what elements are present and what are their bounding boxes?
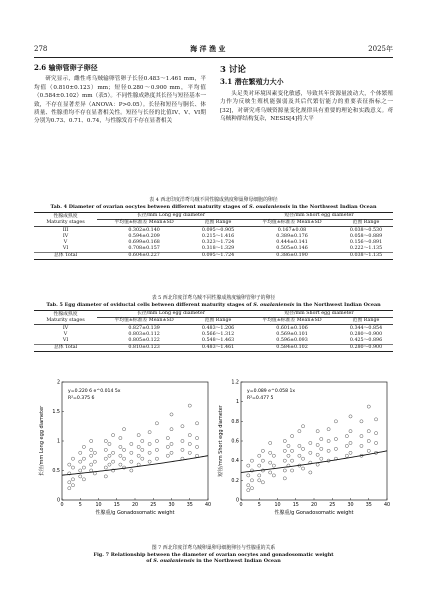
y-tick-label: 0.4	[231, 459, 239, 465]
data-point	[188, 451, 191, 454]
table5-cell-l-range: 0.566～1.312	[201, 331, 235, 337]
data-point	[181, 448, 184, 451]
data-point	[261, 449, 264, 452]
data-point	[112, 451, 115, 454]
data-point	[82, 445, 85, 448]
figure7-species: S. oualaniensis	[153, 558, 195, 565]
data-point	[247, 489, 250, 492]
table5-species: S. oualaniensis	[253, 301, 295, 308]
data-point	[291, 469, 294, 472]
data-point	[79, 451, 82, 454]
table4-caption	[34, 197, 393, 210]
data-point	[374, 418, 377, 421]
r-squared-label: R²=0.375 6	[68, 396, 95, 401]
table4-cell-l-range: 0.318～1.329	[201, 246, 235, 252]
data-point	[71, 484, 74, 487]
table5-mean-header: 平均值±标准差 Mean±SD	[245, 318, 339, 325]
data-point	[349, 451, 352, 454]
data-point	[137, 454, 140, 457]
table5-row	[34, 325, 393, 332]
table4-row	[34, 253, 393, 260]
data-point	[316, 430, 319, 433]
data-point	[272, 464, 275, 467]
data-point	[137, 445, 140, 448]
table5-cell-s-range: 0.280～0.900	[349, 345, 383, 351]
data-point	[334, 437, 337, 440]
x-tick-label: 20	[310, 503, 318, 508]
data-point	[283, 477, 286, 480]
data-point	[334, 420, 337, 423]
table5-range-header: 范围 Range	[339, 318, 393, 325]
data-point	[108, 463, 111, 466]
figure7-caption-en2: of S. oualaniensis in the Northwest Indian Ocean	[146, 558, 281, 565]
data-point	[272, 474, 275, 477]
data-point	[258, 479, 261, 482]
table4-range-header: 范围 Range	[191, 220, 245, 227]
data-point	[181, 425, 184, 428]
table5	[34, 310, 393, 352]
journal-name: 海 洋 渔 业	[190, 44, 226, 53]
data-point	[301, 447, 304, 450]
table4-caption-en: Tab. 4 Diameter of ovarian oocytes between different maturity stages of S. oualaniensis in the Northwest Indian Ocean	[50, 203, 377, 210]
data-point	[298, 454, 301, 457]
x-tick-label: 30	[168, 503, 175, 508]
table5-row	[34, 338, 393, 345]
data-point	[360, 420, 363, 423]
data-point	[258, 454, 261, 457]
data-point	[104, 466, 107, 469]
data-point	[320, 457, 323, 460]
table4-cell-l-mean: 0.604±0.227	[128, 253, 160, 259]
data-point	[148, 460, 151, 463]
x-tick-label: 10	[274, 503, 281, 508]
table4-cell-s-mean: 0.167±0.08	[277, 227, 307, 233]
data-point	[90, 439, 93, 442]
data-point	[71, 457, 74, 460]
data-point	[291, 459, 294, 462]
data-point	[155, 457, 158, 460]
table4-cell-l-mean: 0.699±0.168	[128, 240, 160, 246]
table4-row	[34, 246, 393, 253]
data-point	[93, 472, 96, 475]
table5-cell-stage: V	[63, 331, 68, 337]
table4-cell-stage: VI	[62, 246, 69, 252]
table4-cell-s-range: 0.058～0.889	[349, 233, 383, 239]
body-paragraph-left: 研究显示，雌性鸢乌贼输卵管卵子长径0.483～1.461 mm，平均值（0.810±0.123）mm；短径0.280～0.900 mm，平均值（0.584±0.102）mm（表5）。不同性腺成熟度其长径与短径基本一致，不存在显著差异（ANOVA：P>0.05）。长径和短径与胴长、体质量、性腺重均不存在显著相关性。短径与长径的比值IV、V、VI期分别为0.73、0.71、0.74，与性腺发育不存在显著相关	[34, 76, 206, 125]
table5-row	[34, 344, 393, 351]
data-point	[93, 460, 96, 463]
data-point	[334, 447, 337, 450]
data-point	[287, 454, 290, 457]
table5-range-header: 范围 Range	[191, 318, 245, 325]
data-point	[148, 451, 151, 454]
data-point	[82, 466, 85, 469]
data-point	[90, 448, 93, 451]
x-axis-label: 性腺重/g Gonadosomatic weight	[95, 510, 175, 516]
x-tick-label: 0	[60, 503, 64, 508]
y-tick-label: 1.2	[231, 380, 239, 386]
data-point	[155, 439, 158, 442]
table4-range-header: 范围 Range	[339, 220, 393, 227]
x-tick-label: 15	[292, 503, 299, 508]
y-tick-label: 2	[56, 380, 60, 386]
y-tick-label: 0	[235, 498, 239, 504]
data-point	[374, 432, 377, 435]
table4-cell-s-range: 0.156～0.891	[349, 240, 383, 246]
data-point	[170, 451, 173, 454]
data-point	[269, 471, 272, 474]
data-point	[316, 443, 319, 446]
data-point	[367, 449, 370, 452]
table5-cell-stage: VI	[62, 338, 69, 344]
data-point	[141, 439, 144, 442]
section-heading-2-6: 2.6 输卵管卵子卵径	[34, 63, 98, 72]
table4-cell-s-mean: 0.505±0.146	[276, 246, 308, 252]
data-point	[269, 441, 272, 444]
table5-long-header: 长径/mm Long egg diameter	[97, 311, 245, 318]
table4-cell-stage: V	[63, 240, 68, 246]
table5-caption-en: Tab. 5 Egg diameter of oviductal cells between different maturity stages of S. oualaniensis in the Northwest Indian Ocean	[46, 301, 381, 308]
data-point	[258, 464, 261, 467]
data-point	[349, 430, 352, 433]
data-point	[320, 437, 323, 440]
table4-cell-l-range: 0.095～0.905	[201, 227, 235, 233]
data-point	[327, 439, 330, 442]
table5-cell-s-range: 0.280～0.900	[349, 331, 383, 337]
table4-cell-l-mean: 0.594±0.209	[128, 233, 160, 239]
x-tick-label: 30	[347, 503, 354, 508]
data-point	[104, 475, 107, 478]
table4-cell-l-mean: 0.302±0.140	[128, 227, 160, 233]
table5-cell-s-mean: 0.601±0.106	[276, 325, 308, 331]
data-point	[170, 428, 173, 431]
figure7-caption	[34, 545, 393, 565]
table5-cell-l-mean: 0.805±0.122	[128, 338, 160, 344]
scatter-chart-long	[34, 376, 214, 536]
table5-cell-s-range: 0.425～0.896	[349, 338, 383, 344]
table4-cell-l-mean: 0.708±0.157	[128, 246, 160, 252]
figure7-caption-en1: Fig. 7 Relationship between the diameter of ovarian oocytes and gonadosomatic weight	[93, 551, 334, 558]
table5-stage-header: 性腺成熟度 Maturity stages	[34, 311, 97, 325]
data-point	[316, 453, 319, 456]
table4-cell-s-mean: 0.444±0.141	[276, 240, 308, 246]
data-point	[104, 439, 107, 442]
table5-mean-header: 平均值±标准差 Mean±SD	[97, 318, 191, 325]
data-point	[291, 434, 294, 437]
table4-cell-s-range: 0.222～1.135	[349, 246, 383, 252]
table5-cell-s-mean: 0.596±0.093	[276, 338, 308, 344]
data-point	[349, 441, 352, 444]
data-point	[345, 454, 348, 457]
data-point	[170, 442, 173, 445]
data-point	[345, 434, 348, 437]
data-point	[283, 449, 286, 452]
data-point	[71, 466, 74, 469]
data-point	[141, 457, 144, 460]
table5-caption	[34, 295, 393, 308]
data-point	[301, 457, 304, 460]
data-point	[258, 474, 261, 477]
data-point	[367, 439, 370, 442]
data-point	[137, 463, 140, 466]
data-point	[269, 461, 272, 464]
running-header	[34, 42, 393, 56]
data-point	[148, 431, 151, 434]
data-point	[166, 436, 169, 439]
data-point	[166, 445, 169, 448]
y-tick-label: 1.5	[52, 410, 60, 415]
data-point	[195, 422, 198, 425]
data-point	[122, 448, 125, 451]
data-point	[374, 441, 377, 444]
data-point	[188, 442, 191, 445]
data-point	[261, 459, 264, 462]
data-point	[130, 469, 133, 472]
table5-cell-s-range: 0.344～0.854	[349, 325, 383, 331]
data-point	[166, 454, 169, 457]
table5-caption-cn: 表 5 西北印度洋鸢乌贼不同性腺成熟度输卵管卵子的卵径	[151, 295, 276, 301]
data-point	[309, 441, 312, 444]
table5-cell-stage: IV	[62, 325, 69, 331]
data-point	[272, 454, 275, 457]
data-point	[250, 479, 253, 482]
table5-cell-l-mean: 0.803±0.112	[128, 331, 160, 337]
data-point	[188, 404, 191, 407]
data-point	[122, 457, 125, 460]
section-heading-3-1: 3.1 潜在繁殖力大小	[220, 77, 284, 87]
y-tick-label: 0.2	[231, 478, 239, 484]
data-point	[367, 405, 370, 408]
data-point	[247, 474, 250, 477]
x-tick-label: 35	[186, 503, 193, 508]
data-point	[90, 454, 93, 457]
data-point	[79, 475, 82, 478]
table4-short-header: 短径/mm Short egg diameter	[245, 213, 393, 220]
data-point	[119, 463, 122, 466]
data-point	[155, 448, 158, 451]
section-heading-3: 3 讨论	[220, 65, 246, 75]
x-tick-label: 10	[95, 503, 102, 508]
data-point	[309, 471, 312, 474]
data-point	[93, 451, 96, 454]
data-point	[360, 434, 363, 437]
x-tick-label: 35	[365, 503, 372, 508]
data-point	[269, 451, 272, 454]
data-point	[82, 478, 85, 481]
scatter-chart-short	[213, 376, 393, 536]
y-tick-label: 0.6	[231, 439, 239, 445]
page-number: 278	[34, 45, 48, 53]
table4-row	[34, 227, 393, 234]
data-point	[327, 449, 330, 452]
table5-short-header: 短径/mm Short egg diameter	[245, 311, 393, 318]
data-point	[247, 464, 250, 467]
data-point	[130, 460, 133, 463]
x-tick-label: 0	[239, 503, 243, 508]
data-point	[247, 484, 250, 487]
data-point	[112, 434, 115, 437]
x-tick-label: 20	[131, 503, 139, 508]
data-point	[261, 481, 264, 484]
data-point	[195, 454, 198, 457]
y-axis-label: 短径/mm Short egg diameter	[218, 405, 224, 477]
table4-cell-s-range: 0.038～0.530	[349, 227, 383, 233]
data-point	[90, 463, 93, 466]
x-tick-label: 40	[383, 503, 391, 508]
data-point	[287, 444, 290, 447]
data-point	[71, 478, 74, 481]
body-paragraph-right: 头足类对环境因素变化敏感，导致其年资源量波动大，个体繁殖力作为反映生殖机能强弱及其后代繁衍能力的重要表征指标之一[32]，对研究鸢乌贼资源量变化规律具有重要的理论和实践意义。鸢乌贼种群结构复杂，NESIS[4]将大平	[220, 90, 393, 123]
table4-mean-header: 平均值±标准差 Mean±SD	[97, 220, 191, 227]
data-point	[250, 459, 253, 462]
data-point	[104, 457, 107, 460]
y-tick-label: 1	[56, 439, 60, 445]
data-point	[119, 454, 122, 457]
y-axis-label: 长径/mm Long egg diameter	[39, 405, 45, 477]
table5-cell-l-mean: 0.810±0.123	[128, 345, 160, 351]
data-point	[130, 451, 133, 454]
data-point	[119, 445, 122, 448]
table4-cell-s-mean: 0.389±0.176	[276, 233, 308, 239]
data-point	[301, 425, 304, 428]
data-point	[79, 469, 82, 472]
data-point	[119, 436, 122, 439]
data-point	[108, 454, 111, 457]
data-point	[298, 430, 301, 433]
table5-cell-l-range: 0.483～1.461	[201, 345, 235, 351]
figure7-caption-cn: 图 7 西北印度洋鸢乌贼卵巢卵母细胞卵径与性腺重的关系	[151, 545, 276, 551]
x-tick-label: 25	[329, 503, 336, 508]
table4-cell-s-mean: 0.386±0.190	[276, 253, 308, 259]
data-point	[283, 459, 286, 462]
header-rule	[34, 57, 393, 58]
table4-caption-cn: 表 4 西北印度洋鸢乌贼不同性腺成熟度卵巢卵母细胞的卵径	[149, 197, 278, 203]
table4-cell-s-range: 0.038～1.135	[349, 253, 383, 259]
data-point	[137, 434, 140, 437]
data-point	[104, 448, 107, 451]
data-point	[320, 447, 323, 450]
r-squared-label: R²=0.477 5	[247, 396, 274, 401]
data-point	[283, 439, 286, 442]
x-tick-label: 5	[257, 503, 261, 508]
publication-year: 2025年	[368, 45, 393, 53]
data-point	[360, 444, 363, 447]
table4-long-header: 长径/mm Long egg diameter	[97, 213, 245, 220]
data-point	[79, 460, 82, 463]
table4-cell-stage: III	[62, 227, 69, 233]
data-point	[316, 463, 319, 466]
table5-cell-stage: 总体 Total	[53, 345, 78, 351]
data-point	[181, 439, 184, 442]
data-point	[130, 442, 133, 445]
table4-species: S. oualaniensis	[249, 203, 291, 210]
x-tick-label: 5	[78, 503, 82, 508]
table5-cell-l-mean: 0.827±0.139	[128, 325, 160, 331]
table4-cell-stage: 总体 Total	[53, 253, 78, 259]
data-point	[141, 448, 144, 451]
x-tick-label: 40	[204, 503, 212, 508]
table5-cell-s-mean: 0.569±0.101	[276, 331, 308, 337]
table4-cell-l-range: 0.323～1.724	[201, 240, 235, 246]
data-point	[283, 469, 286, 472]
data-point	[68, 481, 71, 484]
table4-mean-header: 平均值±标准差 Mean±SD	[245, 220, 339, 227]
data-point	[309, 451, 312, 454]
data-point	[250, 487, 253, 490]
data-point	[195, 445, 198, 448]
data-point	[345, 444, 348, 447]
y-tick-label: 0.5	[52, 469, 60, 474]
data-point	[188, 434, 191, 437]
data-point	[195, 436, 198, 439]
table4-cell-l-range: 0.095～1.724	[201, 253, 235, 259]
data-point	[349, 415, 352, 418]
data-point	[148, 442, 151, 445]
data-point	[301, 467, 304, 470]
table4-stage-header: 性腺成熟度 Maturity stages	[34, 213, 97, 227]
x-axis-label: 性腺重/g Gonadosomatic weight	[274, 510, 354, 516]
y-tick-label: 1	[235, 400, 239, 406]
x-tick-label: 15	[113, 503, 120, 508]
data-point	[112, 460, 115, 463]
data-point	[108, 442, 111, 445]
data-point	[122, 428, 125, 431]
regression-equation: y=0.089 e^0.058 1x	[247, 389, 296, 394]
data-point	[155, 422, 158, 425]
right-column	[220, 64, 393, 123]
x-tick-label: 25	[150, 503, 157, 508]
regression-equation: y=0.220 6 e^0.014 5x	[68, 389, 121, 394]
table5-cell-s-mean: 0.584±0.102	[276, 345, 308, 351]
table4-cell-stage: IV	[62, 233, 69, 239]
y-tick-label: 0	[56, 498, 60, 504]
data-point	[327, 428, 330, 431]
table4	[34, 212, 393, 260]
table5-cell-l-range: 0.483～1.206	[201, 325, 235, 331]
data-point	[367, 430, 370, 433]
data-point	[82, 457, 85, 460]
data-point	[298, 444, 301, 447]
table5-cell-l-range: 0.548～1.463	[201, 338, 235, 344]
data-point	[68, 487, 71, 490]
data-point	[170, 413, 173, 416]
table4-cell-l-range: 0.215～1.416	[201, 233, 235, 239]
data-point	[68, 463, 71, 466]
data-point	[291, 449, 294, 452]
left-column	[34, 64, 206, 126]
y-tick-label: 0.8	[231, 419, 239, 425]
